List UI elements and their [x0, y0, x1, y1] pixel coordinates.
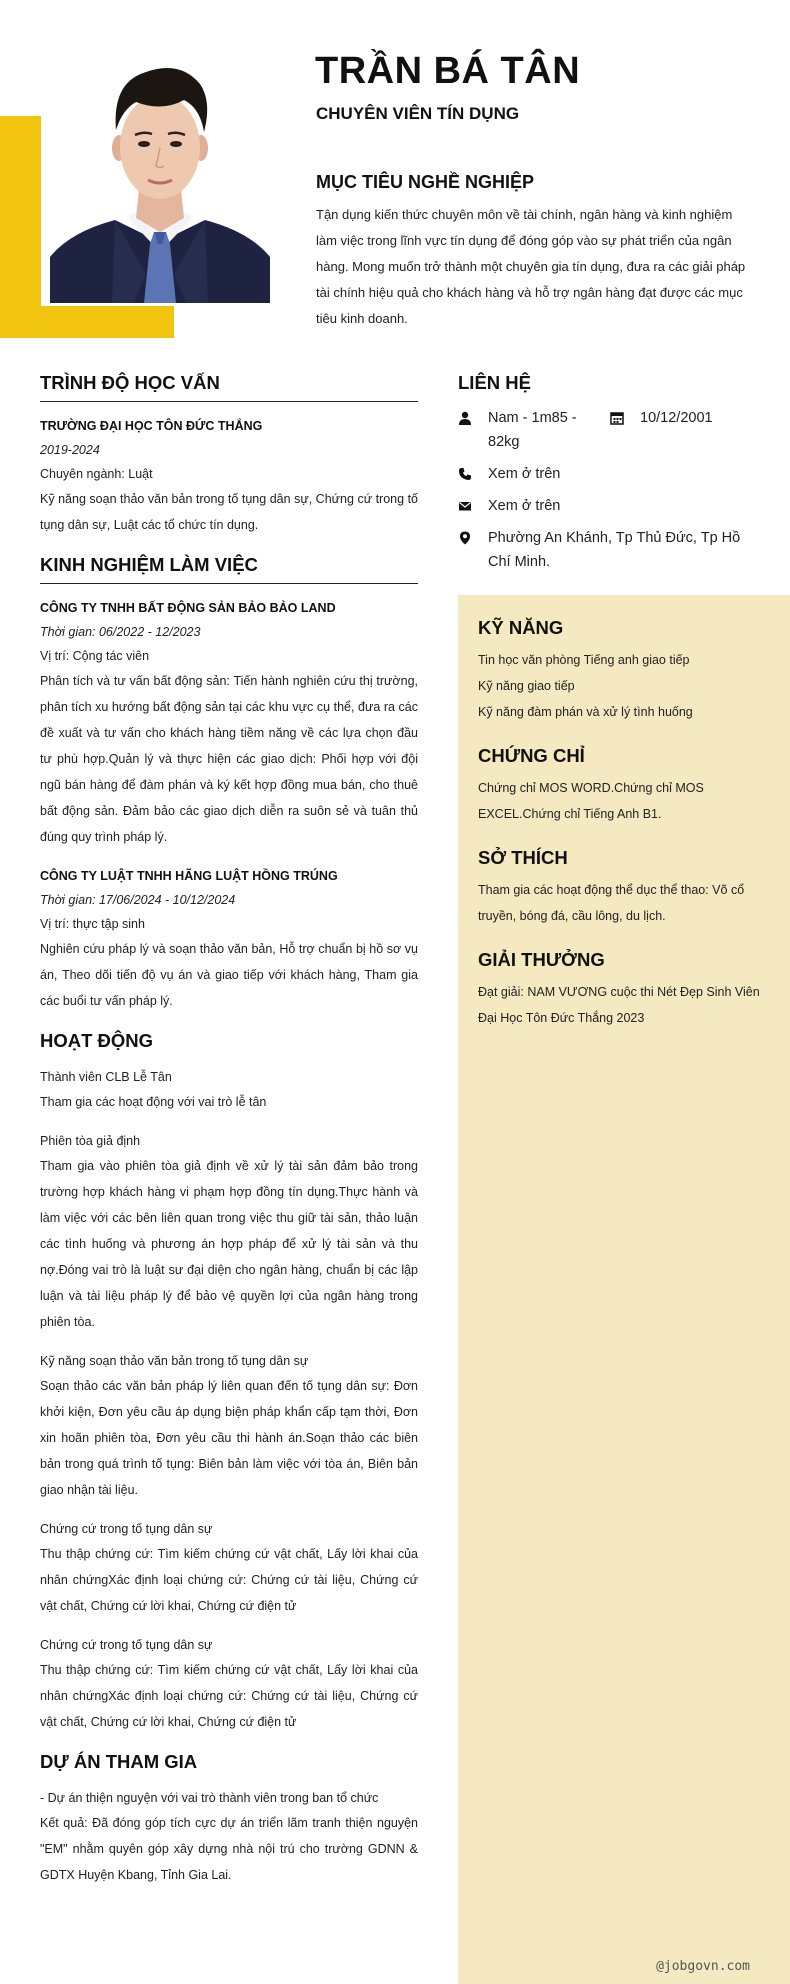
job-position: Vị trí: Cộng tác viên — [40, 649, 150, 663]
person-icon — [458, 411, 472, 425]
activity-description: Tham gia vào phiên tòa giả định về xử lý tài sản đảm bảo trong trường hợp khách hàng vi phạm hợp đồng tín dụng.Thực hành và làm việc với các bên liên quan trong việc thu giữ tài sản, thảo luận các tình huống và phương án hợp pháp để xử lý tài sản và thu nợ.Đóng vai trò là luật sư đại diện cho ngân hàng, chuẩn bị các lập luận và tài liệu pháp lý để bảo vệ quyền lợi của ngân hàng trong phiên tòa. — [40, 1159, 418, 1329]
activity-description: Tham gia các hoạt động với vai trò lễ tân — [40, 1095, 267, 1109]
activity-item — [40, 1065, 418, 1115]
contact-birthday: 10/12/2001 — [640, 410, 713, 426]
education-description: Kỹ năng soạn thảo văn bản trong tố tụng dân sự, Chứng cứ trong tố tụng dân sự, Luật các tổ chức tín dụng. — [40, 492, 418, 532]
activity-title: Chứng cứ trong tố tụng dân sự — [40, 1638, 213, 1652]
job-description: Phân tích và tư vấn bất động sản: Tiến hành nghiên cứu thị trường, phân tích xu hướng bất động sản tại các khu vực cụ thể, đưa ra các đề xuất và tư vấn cho khách hàng tiềm năng về các lựa chọn đầu tư phù hợp.Quản lý và thực hiện các giao dịch: Phối hợp với đội ngũ bán hàng để đàm phán và ký kết hợp đồng mua bán, cho thuê bất động sản. Đảm bảo các giao dịch diễn ra suôn sẻ và tuân thủ đúng quy trình pháp lý. — [40, 674, 418, 844]
certificates-text: Chứng chỉ MOS WORD.Chứng chỉ MOS EXCEL.Chứng chỉ Tiếng Anh B1. — [478, 781, 704, 821]
skill-item: Tin học văn phòng Tiếng anh giao tiếp — [478, 653, 690, 667]
project-title: - Dự án thiện nguyện với vai trò thành viên trong ban tổ chức — [40, 1791, 379, 1805]
profile-photo — [50, 52, 270, 303]
job-time: Thời gian: 17/06/2024 - 10/12/2024 — [40, 893, 236, 907]
job-description: Nghiên cứu pháp lý và soạn thảo văn bản, Hỗ trợ chuẩn bị hồ sơ vụ án, Theo dõi tiến độ vụ án và giao tiếp với khách hàng, Tham gia các buổi tư vấn pháp lý. — [40, 942, 418, 1008]
activity-description: Thu thập chứng cứ: Tìm kiếm chứng cứ vật chất, Lấy lời khai của nhân chứngXác định loại chứng cứ: Chứng cứ tài liệu, Chứng cứ vật chất, Chứng cứ lời khai, Chứng cứ điện tử — [40, 1663, 418, 1729]
hobbies-text: Tham gia các hoạt động thể dục thể thao: Võ cổ truyền, bóng đá, cầu lông, du lịch. — [478, 883, 745, 923]
education-major: Chuyên ngành: Luật — [40, 467, 153, 481]
activity-item — [40, 1517, 418, 1619]
education-years: 2019-2024 — [40, 443, 100, 457]
certificates-section — [478, 745, 768, 827]
candidate-name: TRẦN BÁ TÂN — [315, 50, 581, 92]
awards-section — [478, 949, 768, 1031]
activities-heading: HOẠT ĐỘNG — [40, 1030, 154, 1051]
contact-heading: LIÊN HỆ — [458, 372, 531, 393]
contact-section — [458, 372, 758, 574]
job-entry — [40, 596, 418, 850]
activity-description: Soạn thảo các văn bản pháp lý liên quan đến tố tụng dân sự: Đơn khởi kiện, Đơn yêu cầu áp dụng biện pháp khẩn cấp tạm thời, Đơn xin hoãn phiên tòa, Đơn yêu cầu thi hành án.Soạn thảo các biên bản trong quá trình tố tụng: Biên bản làm việc với tòa án, Biên bản giao nhận tài liệu. — [40, 1379, 418, 1497]
project-description: Kết quả: Đã đóng góp tích cực dự án triển lãm tranh thiện nguyện "EM" nhằm quyên góp xây dựng nhà nội trú cho trường GDNN & GDTX Huyện Kbang, Tỉnh Gia Lai. — [40, 1816, 418, 1882]
projects-section — [40, 1751, 418, 1888]
activity-title: Chứng cứ trong tố tụng dân sự — [40, 1522, 213, 1536]
contact-email: Xem ở trên — [488, 498, 561, 514]
activity-description: Thu thập chứng cứ: Tìm kiếm chứng cứ vật chất, Lấy lời khai của nhân chứngXác định loại chứng cứ: Chứng cứ tài liệu, Chứng cứ vật chất, Chứng cứ lời khai, Chứng cứ điện tử — [40, 1547, 418, 1613]
activity-title: Kỹ năng soạn thảo văn bản trong tố tụng dân sự — [40, 1354, 309, 1368]
skills-heading: KỸ NĂNG — [478, 617, 564, 638]
activity-title: Phiên tòa giả định — [40, 1134, 141, 1148]
hobbies-section — [478, 847, 768, 929]
hobbies-heading: SỞ THÍCH — [478, 847, 568, 868]
activity-item — [40, 1349, 418, 1503]
skills-section — [478, 617, 768, 725]
awards-text: Đạt giải: NAM VƯƠNG cuộc thi Nét Đẹp Sinh Viên Đại Học Tôn Đức Thắng 2023 — [478, 985, 760, 1025]
job-title: CHUYÊN VIÊN TÍN DỤNG — [316, 104, 520, 123]
skill-item: Kỹ năng đàm phán và xử lý tình huống — [478, 705, 693, 719]
education-heading: TRÌNH ĐỘ HỌC VẤN — [40, 372, 418, 402]
job-company: CÔNG TY LUẬT TNHH HÃNG LUẬT HỒNG TRÚNG — [40, 869, 338, 883]
education-school: TRƯỜNG ĐẠI HỌC TÔN ĐỨC THẮNG — [40, 419, 263, 433]
footer-brand: @jobgovn.com — [656, 1959, 750, 1974]
activities-section — [40, 1030, 418, 1735]
awards-heading: GIẢI THƯỞNG — [478, 949, 605, 970]
left-column — [40, 372, 418, 1888]
experience-heading: KINH NGHIỆM LÀM VIỆC — [40, 554, 418, 584]
phone-icon — [458, 467, 472, 481]
certificates-heading: CHỨNG CHỈ — [478, 745, 585, 766]
activity-title: Thành viên CLB Lễ Tân — [40, 1070, 172, 1084]
contact-phone: Xem ở trên — [488, 466, 561, 482]
profile-photo-illustration — [50, 52, 270, 303]
job-company: CÔNG TY TNHH BẤT ĐỘNG SẢN BẢO BẢO LAND — [40, 601, 336, 615]
education-section — [40, 372, 418, 538]
experience-section — [40, 554, 418, 1014]
contact-address: Phường An Khánh, Tp Thủ Đức, Tp Hồ Chí Minh. — [488, 530, 741, 570]
job-position: Vị trí: thực tập sinh — [40, 917, 145, 931]
activity-item — [40, 1633, 418, 1735]
career-goal-text: Tận dụng kiến thức chuyên môn về tài chính, ngân hàng và kinh nghiệm làm việc trong lĩnh vực tín dụng để đóng góp vào sự phát triển của ngân hàng. Mong muốn trở thành một chuyên gia tín dụng, đưa ra các giải pháp tài chính hiệu quả cho khách hàng và hỗ trợ ngân hàng đạt được các mục tiêu kinh doanh. — [316, 207, 746, 326]
email-icon — [458, 499, 472, 513]
contact-body: Nam - 1m85 - 82kg — [488, 410, 577, 450]
career-goal-heading: MỤC TIÊU NGHỀ NGHIỆP — [316, 172, 535, 192]
activity-item — [40, 1129, 418, 1335]
job-entry — [40, 864, 418, 1014]
right-panel — [458, 595, 790, 1984]
job-time: Thời gian: 06/2022 - 12/2023 — [40, 625, 201, 639]
skill-item: Kỹ năng giao tiếp — [478, 679, 575, 693]
location-pin-icon — [458, 531, 472, 545]
calendar-icon — [610, 411, 624, 425]
projects-heading: DỰ ÁN THAM GIA — [40, 1751, 198, 1772]
